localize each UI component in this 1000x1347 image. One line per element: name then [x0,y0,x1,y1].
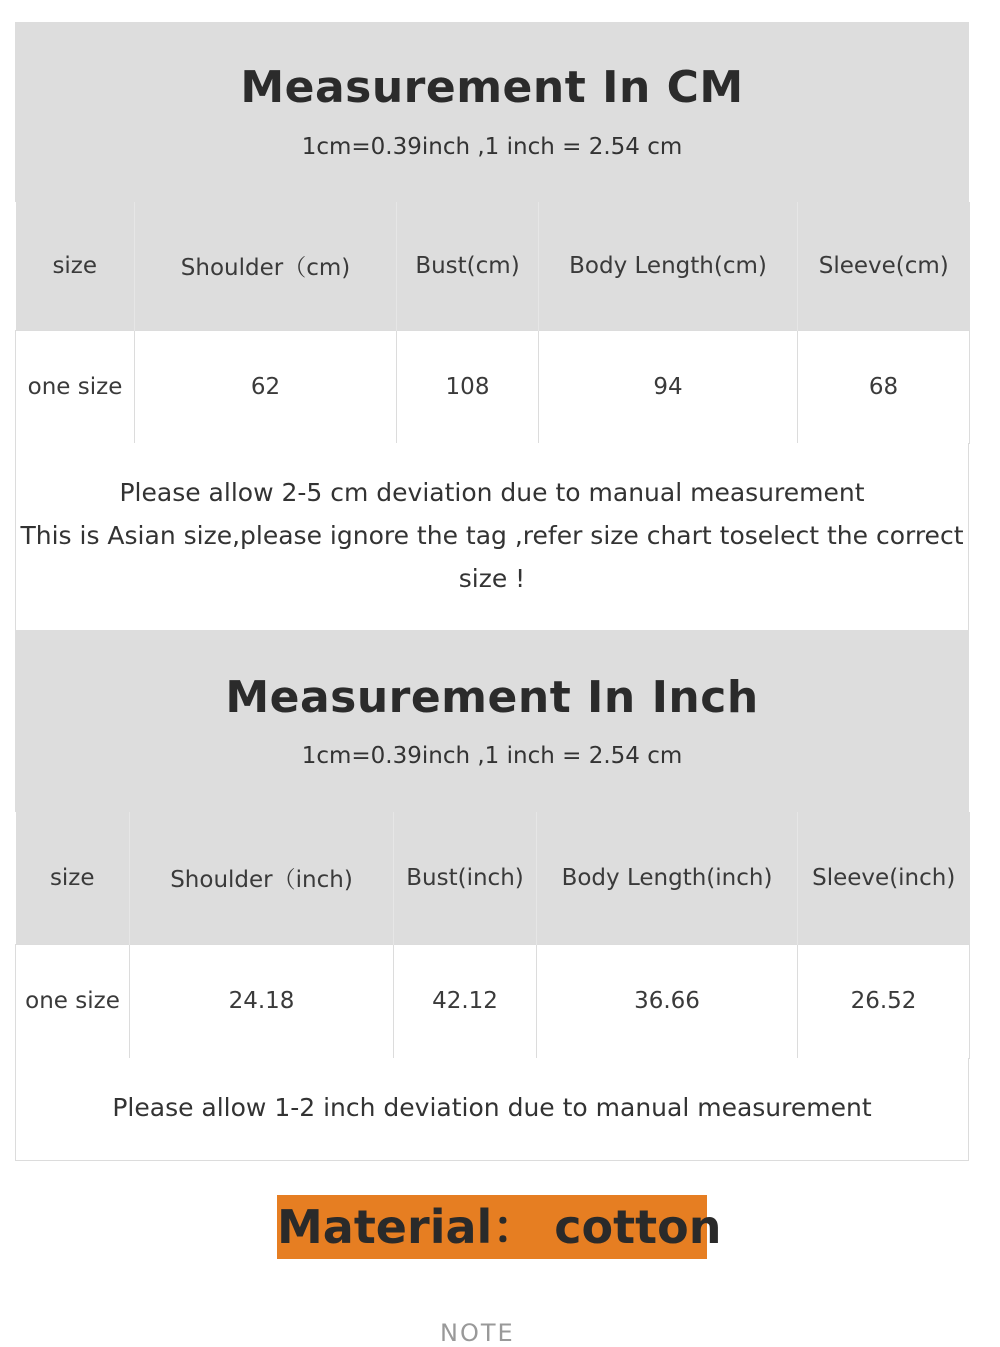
cm-cell-bust: 108 [397,330,539,443]
inch-cell-size: one size [16,944,130,1058]
inch-header-bust: Bust(inch) [394,812,537,944]
cm-header-row [16,202,970,330]
cm-subtitle: 1cm=0.39inch ,1 inch = 2.54 cm [301,134,683,160]
cm-cell-size: one size [16,330,135,443]
inch-data-row [16,944,970,1058]
cm-header-size: size [16,202,135,330]
cm-header-shoulder: Shoulder（cm) [135,202,397,330]
inch-note: Please allow 1-2 inch deviation due to manual measurement [15,1058,969,1161]
inch-header-sleeve: Sleeve(inch) [798,812,970,944]
cm-cell-shoulder: 62 [135,330,397,443]
cm-note [15,443,969,631]
inch-title-band [15,630,969,812]
material-label: Material： cotton [277,1195,707,1259]
cm-cell-sleeve: 68 [798,330,970,443]
inch-table [15,812,970,1059]
inch-header-row [16,812,970,944]
inch-cell-shoulder: 24.18 [130,944,394,1058]
cut-off-heading: NOTE [440,1319,515,1347]
inch-cell-sleeve: 26.52 [798,944,970,1058]
inch-header-body-length: Body Length(inch) [537,812,798,944]
inch-header-size: size [16,812,130,944]
inch-cell-bust: 42.12 [394,944,537,1058]
cm-section [15,22,969,630]
cm-cell-body-length: 94 [539,330,798,443]
cm-header-body-length: Body Length(cm) [539,202,798,330]
cm-title: Measurement In CM [240,62,744,113]
cm-note-line-2: This is Asian size,please ignore the tag ,refer size chart toselect the correct [20,521,964,550]
cm-table [15,202,970,444]
inch-cell-body-length: 36.66 [537,944,798,1058]
inch-title: Measurement In Inch [225,672,759,723]
cm-note-line-1: Please allow 2-5 cm deviation due to manual measurement [119,478,865,507]
cm-title-band [15,22,969,202]
cm-header-bust: Bust(cm) [397,202,539,330]
cm-header-sleeve: Sleeve(cm) [798,202,970,330]
cm-data-row [16,330,970,443]
cm-note-line-3: size ! [458,564,526,593]
inch-section [15,630,969,1160]
inch-subtitle: 1cm=0.39inch ,1 inch = 2.54 cm [301,743,683,769]
inch-header-shoulder: Shoulder（inch) [130,812,394,944]
